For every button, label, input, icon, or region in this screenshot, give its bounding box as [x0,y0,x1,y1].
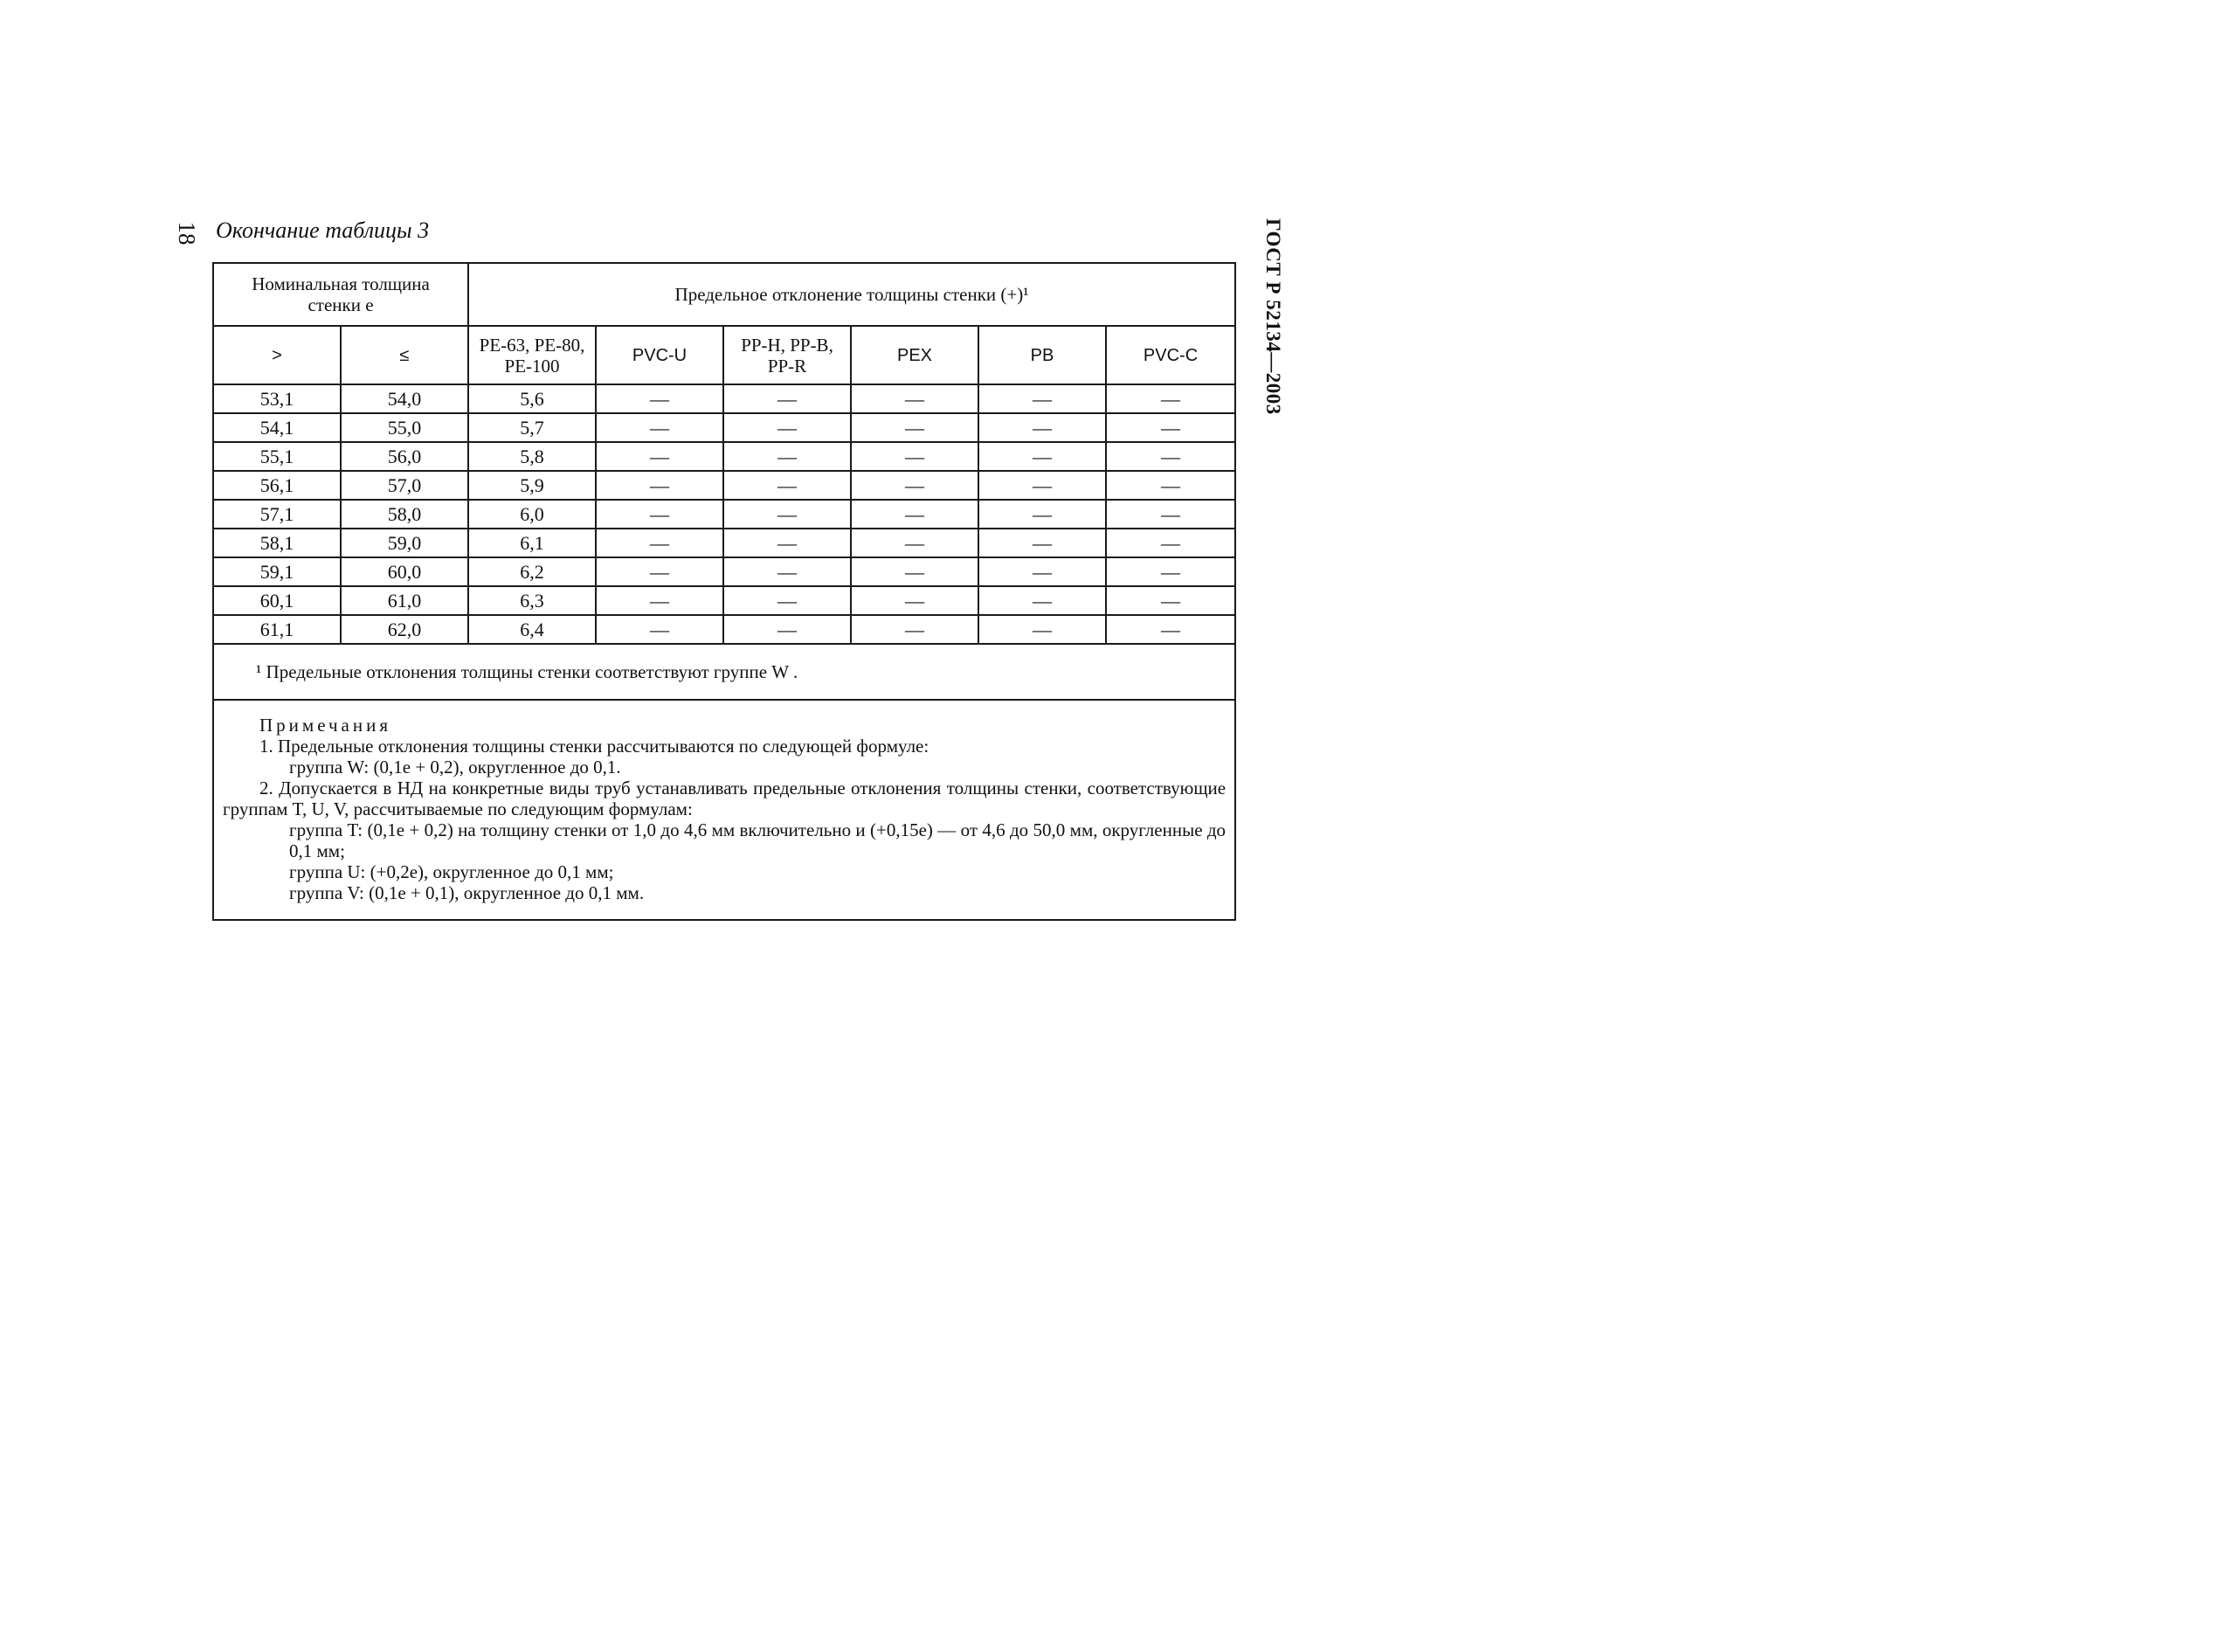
cell-pp: — [723,500,851,529]
cell-pp: — [723,413,851,442]
cell-gt: 56,1 [213,471,341,500]
cell-pvcu: — [596,529,723,557]
cell-pvcc: — [1106,500,1235,529]
cell-gt: 58,1 [213,529,341,557]
cell-le: 62,0 [341,615,468,644]
cell-pvcu: — [596,471,723,500]
cell-pb: — [978,384,1106,413]
header-row-1 [213,263,1235,326]
header-nominal-thickness-text: Номинальная толщина стенки e [252,273,430,315]
table-row [213,615,1235,644]
table-body [213,263,1235,920]
cell-pvcu: — [596,615,723,644]
header-nominal-thickness [213,263,468,326]
cell-pex: — [851,384,978,413]
cell-pex: — [851,615,978,644]
cell-pp: — [723,529,851,557]
cell-pe: 6,0 [468,500,596,529]
header-col-pvcu: PVC-U [596,326,723,384]
cell-gt: 53,1 [213,384,341,413]
cell-pe: 6,2 [468,557,596,586]
cell-gt: 59,1 [213,557,341,586]
cell-le: 60,0 [341,557,468,586]
cell-le: 61,0 [341,586,468,615]
notes-row [213,700,1235,920]
cell-gt: 57,1 [213,500,341,529]
cell-pb: — [978,586,1106,615]
deviation-table [212,262,1236,921]
table-row [213,586,1235,615]
cell-pvcu: — [596,586,723,615]
cell-pp: — [723,471,851,500]
header-col-pe: PE-63, PE-80, PE-100 [468,326,596,384]
cell-pvcc: — [1106,529,1235,557]
footnote-row [213,644,1235,700]
cell-pex: — [851,413,978,442]
table-row [213,529,1235,557]
cell-pe: 6,1 [468,529,596,557]
header-col-le: ≤ [341,326,468,384]
table-row [213,442,1235,471]
note-item: группа W: (0,1e + 0,2), округленное до 0,1. [289,757,621,778]
table-notes [213,700,1235,920]
cell-pvcu: — [596,557,723,586]
cell-le: 56,0 [341,442,468,471]
cell-pex: — [851,471,978,500]
cell-pvcc: — [1106,615,1235,644]
cell-pb: — [978,413,1106,442]
table-footnote: ¹ Предельные отклонения толщины стенки соответствуют группе W . [213,644,1235,700]
cell-pp: — [723,615,851,644]
cell-pe: 6,3 [468,586,596,615]
cell-pp: — [723,442,851,471]
table-caption: Окончание таблицы 3 [216,218,430,243]
page-number: 18 [174,221,200,245]
cell-pvcu: — [596,500,723,529]
cell-pe: 5,6 [468,384,596,413]
cell-pe: 5,8 [468,442,596,471]
table-row [213,471,1235,500]
note-item: 2. Допускается в НД на конкретные виды труб устанавливать предельные отклонения толщины стенки, соответствующие группам T, U, V, рассчитываемые по следующим формулам: [223,778,1227,819]
note-item: группа T: (0,1e + 0,2) на толщину стенки от 1,0 до 4,6 мм включительно и (+0,15e) — от 4,6 до 50,0 мм, округленные до 0,1 мм; [289,819,1227,861]
cell-gt: 54,1 [213,413,341,442]
cell-pex: — [851,557,978,586]
table-row [213,500,1235,529]
cell-pp: — [723,586,851,615]
cell-pvcc: — [1106,586,1235,615]
note-item: 1. Предельные отклонения толщины стенки рассчитываются по следующей формуле: [259,736,929,757]
cell-le: 54,0 [341,384,468,413]
cell-gt: 60,1 [213,586,341,615]
header-col-gt: > [213,326,341,384]
cell-gt: 61,1 [213,615,341,644]
cell-pex: — [851,586,978,615]
header-col-pex: PEX [851,326,978,384]
cell-pvcu: — [596,442,723,471]
table-row [213,557,1235,586]
cell-pex: — [851,500,978,529]
cell-pe: 6,4 [468,615,596,644]
cell-pex: — [851,442,978,471]
cell-pb: — [978,442,1106,471]
cell-le: 58,0 [341,500,468,529]
cell-pvcc: — [1106,557,1235,586]
cell-pp: — [723,557,851,586]
cell-pvcc: — [1106,384,1235,413]
cell-le: 57,0 [341,471,468,500]
header-row-2 [213,326,1235,384]
document-code: ГОСТ Р 52134—2003 [1262,218,1284,415]
header-deviation: Предельное отклонение толщины стенки (+)¹ [468,263,1235,326]
cell-pex: — [851,529,978,557]
cell-pvcu: — [596,384,723,413]
cell-pe: 5,7 [468,413,596,442]
cell-pb: — [978,557,1106,586]
table-row [213,413,1235,442]
cell-pb: — [978,529,1106,557]
cell-pvcu: — [596,413,723,442]
cell-pvcc: — [1106,442,1235,471]
header-col-pb: PB [978,326,1106,384]
cell-pp: — [723,384,851,413]
header-col-pvcc: PVC-C [1106,326,1235,384]
cell-gt: 55,1 [213,442,341,471]
cell-pvcc: — [1106,471,1235,500]
notes-title: Примечания [259,715,392,736]
cell-pb: — [978,615,1106,644]
cell-le: 59,0 [341,529,468,557]
cell-pb: — [978,471,1106,500]
cell-pe: 5,9 [468,471,596,500]
cell-pvcc: — [1106,413,1235,442]
header-col-pp: PP-H, PP-B, PP-R [723,326,851,384]
note-item: группа V: (0,1e + 0,1), округленное до 0,1 мм. [289,882,645,903]
table-row [213,384,1235,413]
cell-pb: — [978,500,1106,529]
note-item: группа U: (+0,2e), округленное до 0,1 мм; [289,861,614,882]
cell-le: 55,0 [341,413,468,442]
